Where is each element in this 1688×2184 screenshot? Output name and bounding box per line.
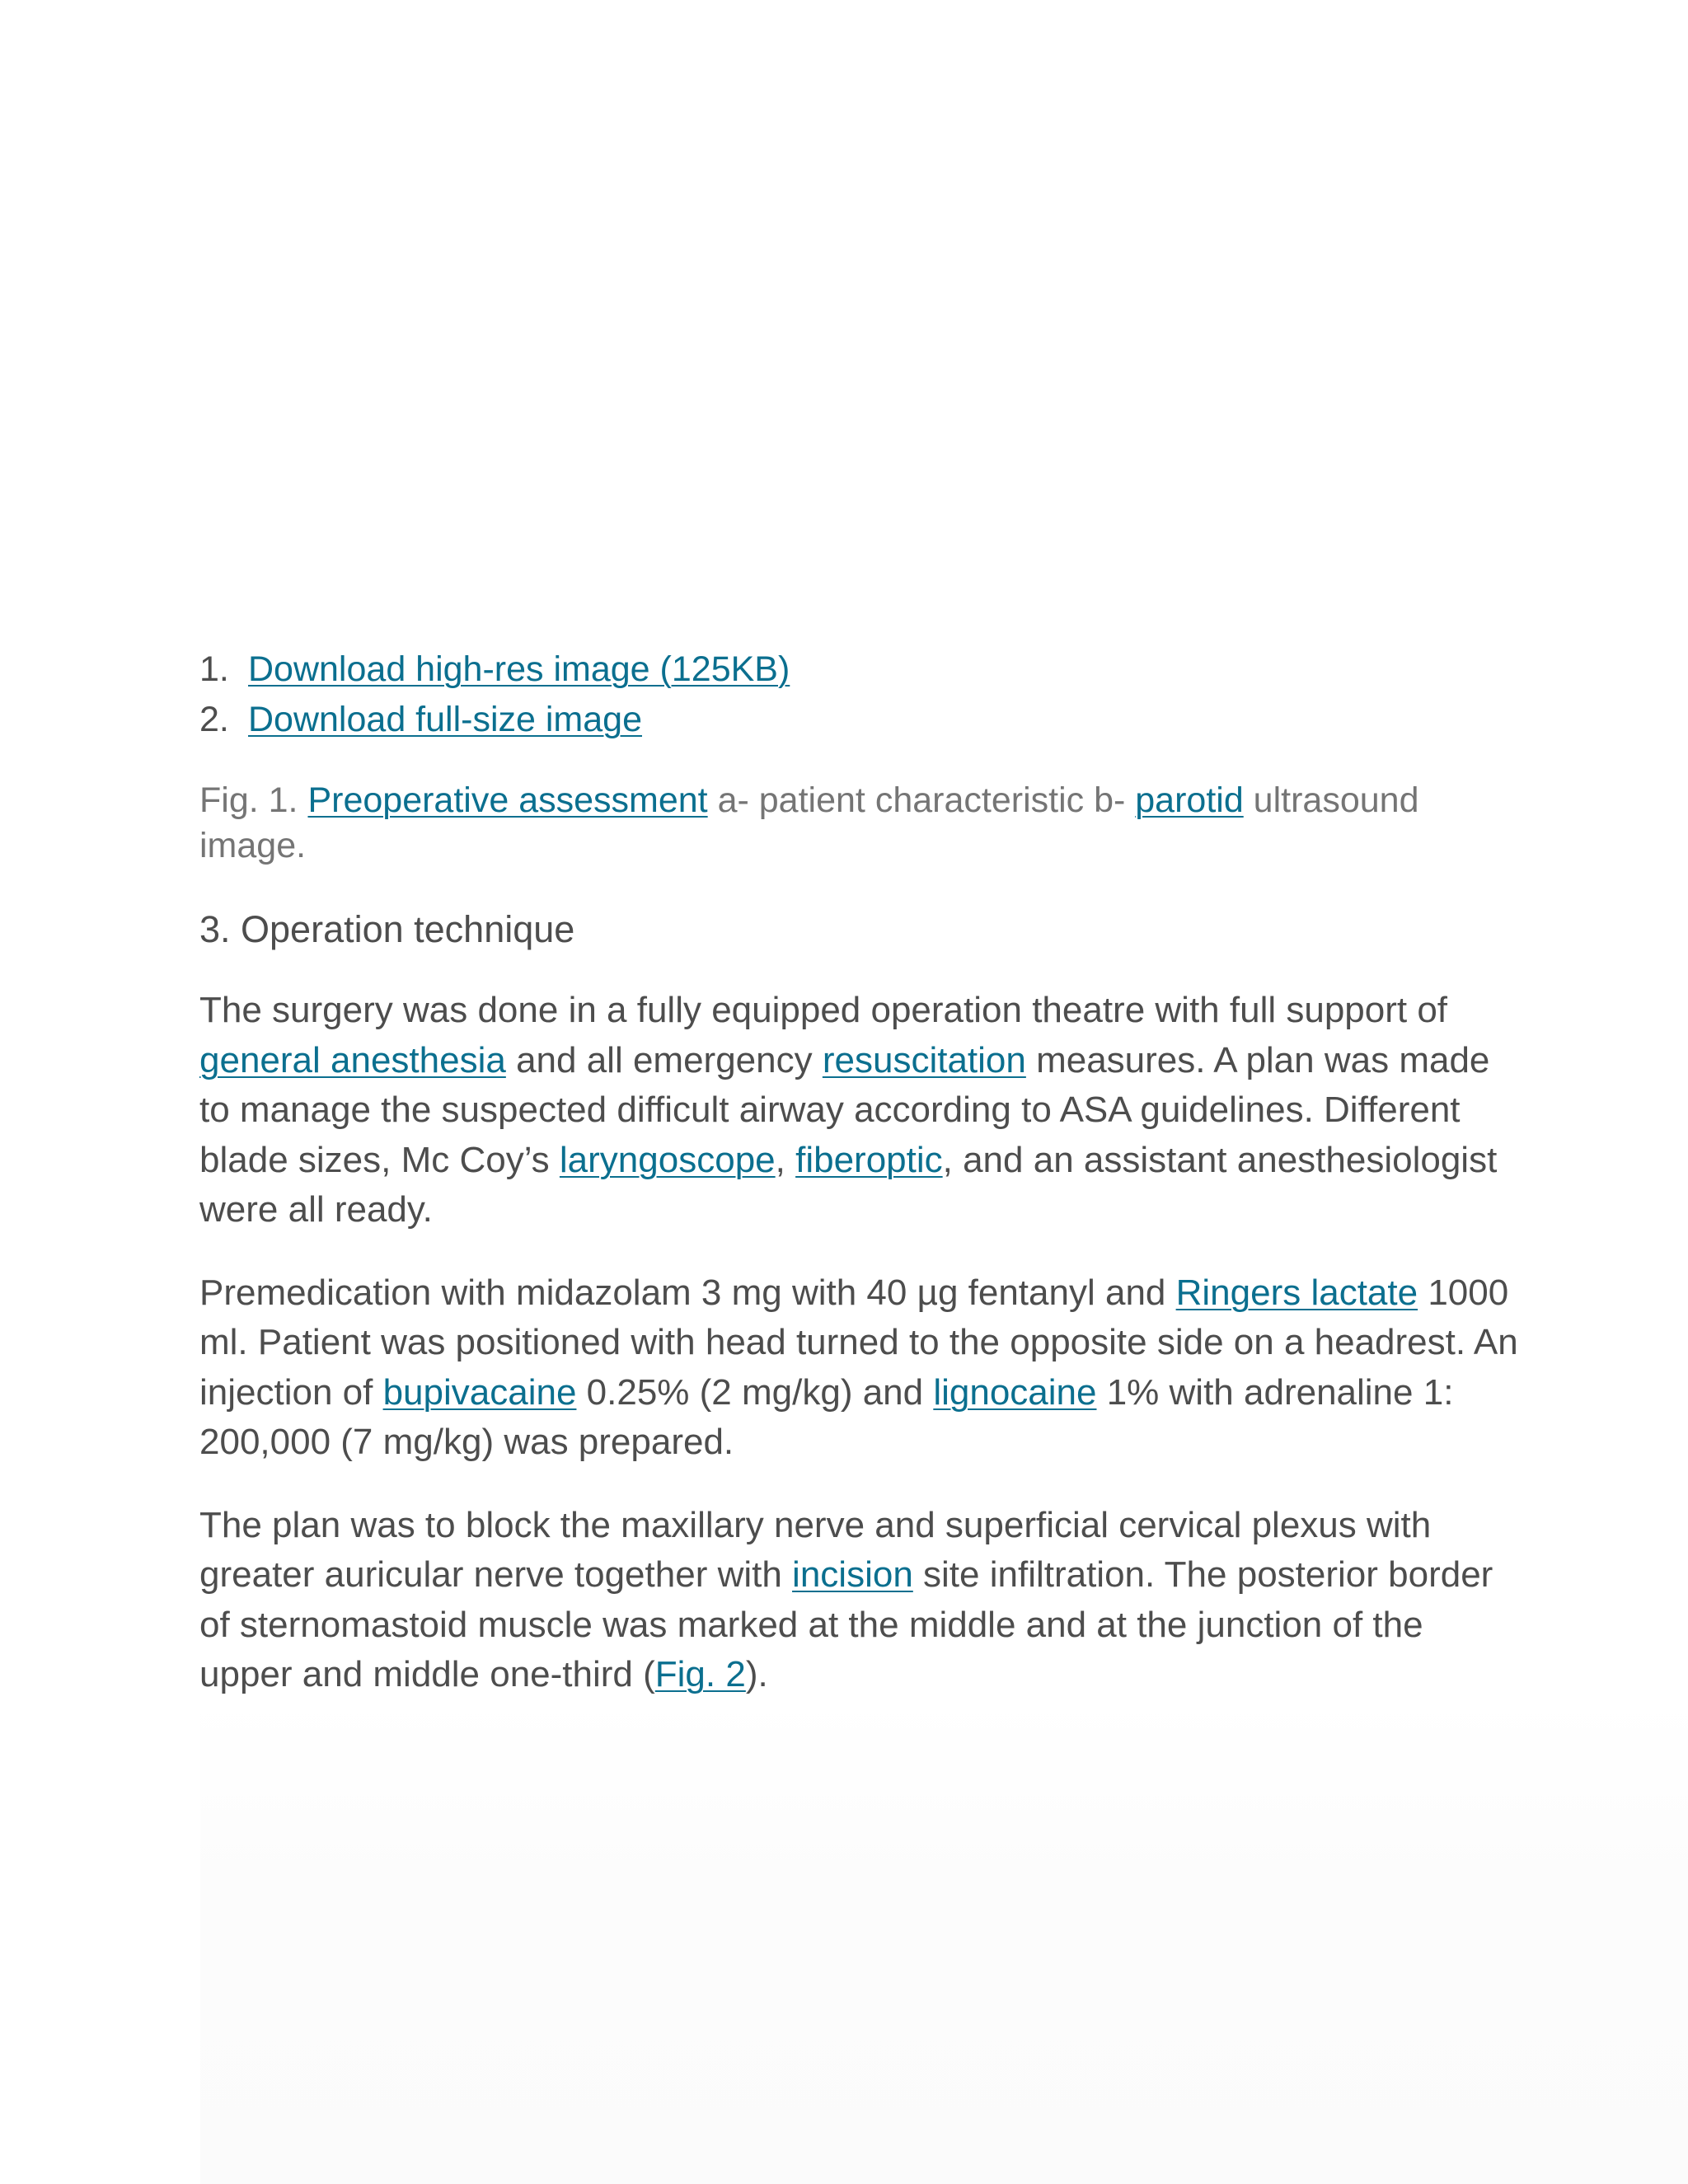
figure-download-links	[199, 644, 1518, 745]
paragraph-text: The plan was to block the maxillary nerve and superficial cervical plexus with greater auricular nerve together with	[199, 1504, 1432, 1596]
paragraph-text: The surgery was done in a fully equipped operation theatre with full support of	[199, 990, 1448, 1031]
caption-text: ultrasound image.	[199, 780, 1419, 865]
download-item	[199, 644, 1518, 695]
ringers-lactate-link[interactable]: Ringers lactate	[1175, 1272, 1418, 1313]
resuscitation-link[interactable]: resuscitation	[822, 1039, 1026, 1080]
lignocaine-link[interactable]: lignocaine	[933, 1371, 1097, 1413]
paragraph-text: site infiltration. The posterior border of sternomastoid muscle was marked at the middle and at the junction of the upper and middle one-third (	[199, 1554, 1493, 1695]
article-content	[199, 644, 1518, 1700]
figure-caption	[199, 778, 1518, 869]
laryngoscope-link[interactable]: laryngoscope	[559, 1139, 776, 1180]
paragraph-text: , and an assistant anesthesiologist were all ready.	[199, 1139, 1498, 1230]
page-background-tint	[200, 1698, 1688, 2184]
section-heading: 3. Operation technique	[199, 908, 575, 950]
caption-text: a- patient characteristic b-	[707, 780, 1136, 820]
figure-label: Fig. 1.	[199, 780, 298, 820]
preoperative-assessment-link[interactable]: Preoperative assessment	[307, 780, 708, 820]
download-item	[199, 695, 1518, 745]
paragraph-text: 0.25% (2 mg/kg) and	[576, 1371, 934, 1413]
download-high-res-link[interactable]: Download high-res image (125KB)	[248, 649, 790, 689]
incision-link[interactable]: incision	[792, 1554, 913, 1596]
paragraph-block-plan	[199, 1501, 1518, 1700]
general-anesthesia-link[interactable]: general anesthesia	[199, 1039, 506, 1080]
paragraph-text: Premedication with midazolam 3 mg with 40 µg fentanyl and	[199, 1272, 1176, 1313]
paragraph-text: measures. A plan was made to manage the suspected difficult airway according to ASA guidelines. Different blade sizes, Mc Coy’s	[199, 1039, 1490, 1180]
paragraph-text: ).	[745, 1654, 768, 1695]
paragraph-text: 1000 ml. Patient was positioned with head turned to the opposite side on a headrest. An injection of	[199, 1272, 1518, 1413]
paragraph-text: 1% with adrenaline 1: 200,000 (7 mg/kg) was prepared.	[199, 1371, 1454, 1463]
fig-2-link[interactable]: Fig. 2	[654, 1654, 746, 1695]
paragraph-text: and all emergency	[505, 1039, 823, 1080]
list-number: 1.	[199, 649, 229, 689]
list-number: 2.	[199, 700, 229, 739]
fiberoptic-link[interactable]: fiberoptic	[795, 1139, 943, 1180]
bupivacaine-link[interactable]: bupivacaine	[382, 1371, 577, 1413]
paragraph-text: ,	[775, 1139, 796, 1180]
parotid-link[interactable]: parotid	[1135, 780, 1244, 820]
paragraph-operation-setup	[199, 986, 1518, 1235]
paragraph-premedication	[199, 1268, 1518, 1468]
download-full-size-link[interactable]: Download full-size image	[248, 700, 642, 739]
